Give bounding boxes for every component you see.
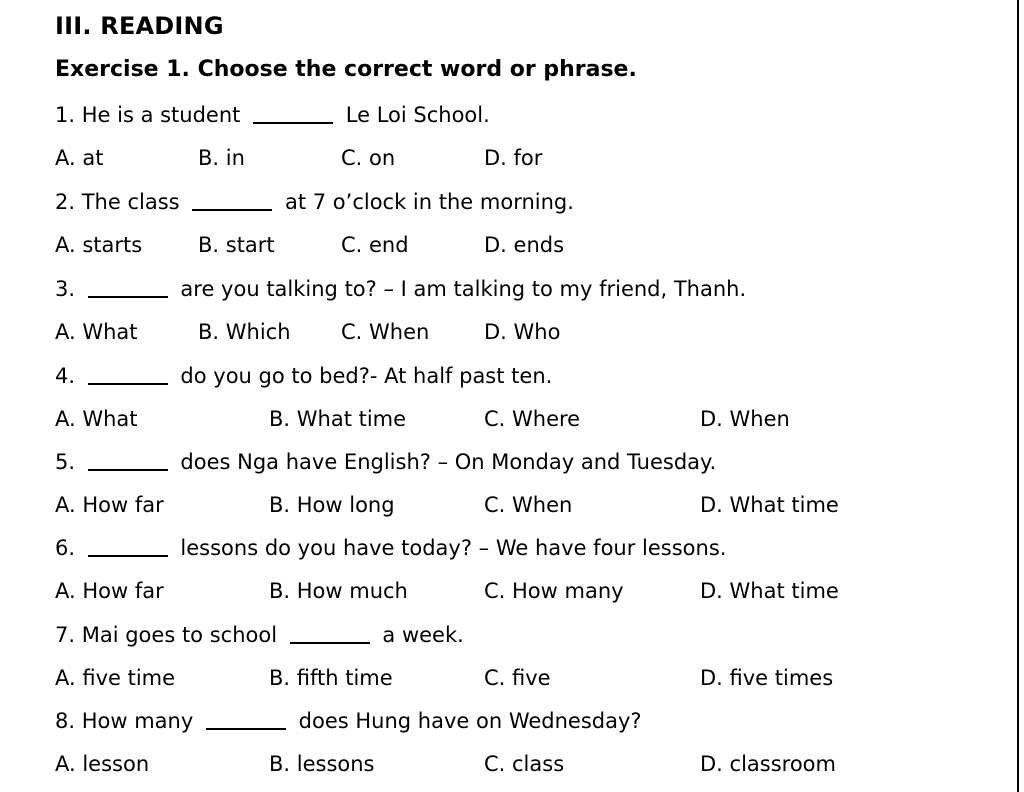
- option-b: B. fifth time: [269, 666, 393, 690]
- option-c: C. Where: [484, 407, 581, 431]
- question-text-before: He is a student: [81, 103, 241, 127]
- option-d: D. Who: [484, 320, 561, 344]
- option-d: D. What time: [700, 493, 839, 517]
- option-b: B. What time: [269, 407, 407, 431]
- options-row: [55, 398, 955, 441]
- option-b: B. in: [198, 146, 245, 170]
- question-text-before: How many: [81, 709, 194, 733]
- option-a: A. lesson: [55, 752, 150, 776]
- question-text-after: does Nga have English? – On Monday and Tuesday.: [180, 450, 717, 474]
- question-number: 3.: [55, 277, 76, 301]
- question-6: [55, 527, 955, 613]
- answer-blank: [88, 534, 168, 557]
- question-text: [55, 614, 955, 657]
- option-c: C. When: [341, 320, 430, 344]
- question-number: 7.: [55, 623, 76, 647]
- answer-blank: [88, 275, 168, 298]
- option-d: D. What time: [700, 579, 839, 603]
- options-row: [55, 224, 955, 267]
- question-text: [55, 527, 955, 570]
- option-b: B. start: [198, 233, 275, 257]
- option-d: D. for: [484, 146, 543, 170]
- question-text-before: Mai goes to school: [81, 623, 278, 647]
- option-a: A. at: [55, 146, 104, 170]
- option-d: D. When: [700, 407, 790, 431]
- question-number: 4.: [55, 364, 76, 388]
- options-row: [55, 137, 955, 180]
- option-b: B. lessons: [269, 752, 375, 776]
- option-a: A. What: [55, 407, 138, 431]
- option-d: D. classroom: [700, 752, 836, 776]
- question-number: 5.: [55, 450, 76, 474]
- question-number: 2.: [55, 190, 76, 214]
- options-row: [55, 570, 955, 613]
- question-text-before: The class: [81, 190, 180, 214]
- option-c: C. How many: [484, 579, 624, 603]
- option-d: D. five times: [700, 666, 834, 690]
- option-b: B. How long: [269, 493, 395, 517]
- options-row: [55, 743, 955, 786]
- answer-blank: [192, 188, 272, 211]
- answer-blank: [88, 448, 168, 471]
- option-b: B. How much: [269, 579, 408, 603]
- option-a: A. five time: [55, 666, 176, 690]
- question-text-after: at 7 o’clock in the morning.: [284, 190, 574, 214]
- option-c: C. class: [484, 752, 565, 776]
- question-text: [55, 181, 955, 224]
- question-1: [55, 94, 955, 180]
- page-right-border: [1017, 0, 1019, 792]
- option-d: D. ends: [484, 233, 565, 257]
- question-8: [55, 700, 955, 786]
- question-number: 6.: [55, 536, 76, 560]
- answer-blank: [88, 362, 168, 385]
- exercise-title: Exercise 1. Choose the correct word or phrase.: [55, 57, 637, 82]
- option-c: C. five: [484, 666, 551, 690]
- question-text: [55, 355, 955, 398]
- option-c: C. on: [341, 146, 396, 170]
- options-row: [55, 657, 955, 700]
- question-text-after: does Hung have on Wednesday?: [298, 709, 642, 733]
- question-text: [55, 268, 955, 311]
- question-text-after: do you go to bed?- At half past ten.: [180, 364, 553, 388]
- option-a: A. How far: [55, 579, 164, 603]
- option-c: C. When: [484, 493, 573, 517]
- option-b: B. Which: [198, 320, 291, 344]
- question-text: [55, 700, 955, 743]
- option-a: A. What: [55, 320, 138, 344]
- option-c: C. end: [341, 233, 409, 257]
- option-a: A. starts: [55, 233, 143, 257]
- question-number: 8.: [55, 709, 76, 733]
- answer-blank: [253, 101, 333, 124]
- question-text-after: are you talking to? – I am talking to my friend, Thanh.: [180, 277, 747, 301]
- question-5: [55, 441, 955, 527]
- question-text-after: Le Loi School.: [345, 103, 490, 127]
- question-text-after: lessons do you have today? – We have four lessons.: [180, 536, 727, 560]
- question-7: [55, 614, 955, 700]
- options-row: [55, 311, 955, 354]
- answer-blank: [290, 621, 370, 644]
- option-a: A. How far: [55, 493, 164, 517]
- question-3: [55, 268, 955, 354]
- options-row: [55, 484, 955, 527]
- answer-blank: [206, 707, 286, 730]
- question-number: 1.: [55, 103, 76, 127]
- section-title: III. READING: [55, 12, 224, 40]
- question-2: [55, 181, 955, 267]
- question-4: [55, 355, 955, 441]
- question-text-after: a week.: [382, 623, 464, 647]
- question-text: [55, 94, 955, 137]
- question-text: [55, 441, 955, 484]
